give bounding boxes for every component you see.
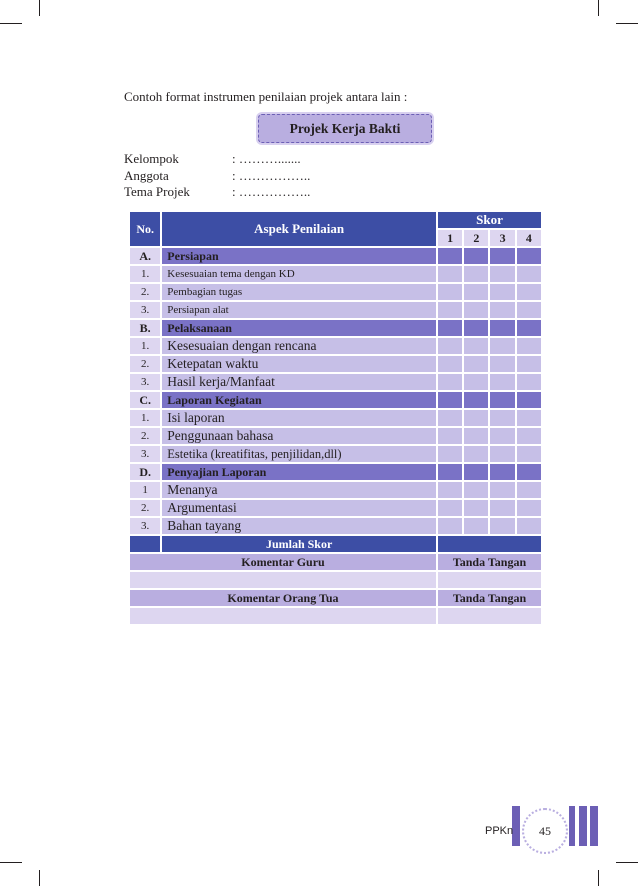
section-label: Laporan Kegiatan	[162, 392, 436, 408]
score-cell[interactable]	[464, 410, 488, 426]
item-row	[130, 338, 541, 354]
score-cell[interactable]	[438, 428, 462, 444]
assessment-table	[128, 210, 543, 626]
score-cell[interactable]	[517, 302, 541, 318]
meta-key: Anggota	[124, 167, 169, 183]
item-label: Bahan tayang	[162, 518, 436, 534]
item-no: 1.	[130, 410, 160, 426]
item-row	[130, 374, 541, 390]
score-cell[interactable]	[438, 446, 462, 462]
item-no: 1.	[130, 266, 160, 282]
tanda-tangan-label: Tanda Tangan	[438, 554, 541, 570]
jumlah-label: Jumlah Skor	[162, 536, 436, 552]
item-row	[130, 482, 541, 498]
score-cell[interactable]	[438, 410, 462, 426]
score-cell	[438, 392, 462, 408]
score-cell[interactable]	[490, 482, 514, 498]
meta-key: Tema Projek	[124, 184, 190, 199]
item-label: Kesesuaian dengan rencana	[162, 338, 436, 354]
meta-value: : ……………..	[232, 184, 311, 199]
item-no: 2.	[130, 428, 160, 444]
meta-key: Kelompok	[124, 151, 179, 166]
header-aspek: Aspek Penilaian	[162, 212, 436, 246]
section-label: Persiapan	[162, 248, 436, 264]
footer-bar	[590, 806, 598, 846]
section-row	[130, 248, 541, 264]
jumlah-value[interactable]	[438, 536, 541, 552]
score-cell[interactable]	[517, 410, 541, 426]
komentar-ortu-label: Komentar Orang Tua	[130, 590, 436, 606]
komentar-ortu-body	[130, 608, 541, 624]
score-cell	[464, 464, 488, 480]
score-cell[interactable]	[490, 518, 514, 534]
score-cell[interactable]	[438, 500, 462, 516]
item-no: 3.	[130, 446, 160, 462]
section-row	[130, 464, 541, 480]
item-no: 3.	[130, 518, 160, 534]
score-cell	[464, 248, 488, 264]
section-label: Pelaksanaan	[162, 320, 436, 336]
tanda-tangan-guru-field[interactable]	[438, 572, 541, 588]
tanda-tangan-ortu-field[interactable]	[438, 608, 541, 624]
score-cell	[490, 248, 514, 264]
score-cell	[490, 392, 514, 408]
page-number: 45	[522, 808, 568, 854]
komentar-guru-field[interactable]	[130, 572, 436, 588]
score-cell[interactable]	[438, 266, 462, 282]
form-title: Projek Kerja Bakti	[258, 114, 432, 143]
komentar-guru-header	[130, 554, 541, 570]
score-cell	[517, 248, 541, 264]
score-cell	[517, 320, 541, 336]
section-no: B.	[130, 320, 160, 336]
item-no: 2.	[130, 500, 160, 516]
jumlah-row	[130, 536, 541, 552]
item-row	[130, 518, 541, 534]
score-cell[interactable]	[464, 428, 488, 444]
meta-row-anggota	[124, 168, 310, 185]
score-cell	[490, 464, 514, 480]
crop-mark	[598, 870, 599, 886]
score-cell[interactable]	[490, 374, 514, 390]
score-cell[interactable]	[517, 482, 541, 498]
footer-subject: PPKn	[485, 825, 514, 837]
score-cell[interactable]	[490, 338, 514, 354]
item-label: Hasil kerja/Manfaat	[162, 374, 436, 390]
score-cell[interactable]	[517, 518, 541, 534]
section-row	[130, 392, 541, 408]
score-cell	[517, 464, 541, 480]
crop-mark	[0, 862, 22, 863]
section-no: A.	[130, 248, 160, 264]
meta-value: : ……….......	[232, 151, 301, 166]
item-no: 2.	[130, 284, 160, 300]
komentar-guru-body	[130, 572, 541, 588]
score-cell[interactable]	[490, 410, 514, 426]
score-cell	[438, 248, 462, 264]
score-cell[interactable]	[517, 284, 541, 300]
item-no: 3.	[130, 374, 160, 390]
score-cell[interactable]	[438, 356, 462, 372]
score-cell[interactable]	[464, 302, 488, 318]
score-cell[interactable]	[464, 284, 488, 300]
score-cell[interactable]	[517, 500, 541, 516]
score-cell	[517, 392, 541, 408]
score-cell[interactable]	[490, 302, 514, 318]
item-label: Argumentasi	[162, 500, 436, 516]
score-cell[interactable]	[490, 266, 514, 282]
item-label: Isi laporan	[162, 410, 436, 426]
score-cell[interactable]	[517, 356, 541, 372]
item-row	[130, 428, 541, 444]
score-cell[interactable]	[464, 338, 488, 354]
item-label: Penggunaan bahasa	[162, 428, 436, 444]
score-cell[interactable]	[517, 266, 541, 282]
komentar-ortu-header	[130, 590, 541, 606]
item-label: Estetika (kreatifitas, penjilidan,dll)	[162, 446, 436, 462]
item-row	[130, 356, 541, 372]
score-cell[interactable]	[438, 374, 462, 390]
score-cell[interactable]	[438, 518, 462, 534]
score-cell[interactable]	[464, 446, 488, 462]
item-row	[130, 500, 541, 516]
item-label: Menanya	[162, 482, 436, 498]
item-row	[130, 266, 541, 282]
score-cell[interactable]	[490, 500, 514, 516]
komentar-guru-label: Komentar Guru	[130, 554, 436, 570]
score-cell[interactable]	[517, 338, 541, 354]
score-cell[interactable]	[438, 284, 462, 300]
crop-mark	[598, 0, 599, 16]
item-label: Kesesuaian tema dengan KD	[162, 266, 436, 282]
score-cell[interactable]	[517, 374, 541, 390]
meta-row-kelompok	[124, 151, 310, 168]
intro-text: Contoh format instrumen penilaian projek antara lain :	[124, 89, 408, 104]
crop-mark	[39, 0, 40, 16]
skor-level-1: 1	[438, 230, 462, 246]
footer-bar	[569, 806, 575, 846]
score-cell[interactable]	[490, 446, 514, 462]
score-cell[interactable]	[438, 338, 462, 354]
section-label: Penyajian Laporan	[162, 464, 436, 480]
header-skor: Skor	[438, 212, 541, 228]
skor-level-3: 3	[490, 230, 514, 246]
score-cell[interactable]	[464, 374, 488, 390]
item-label: Pembagian tugas	[162, 284, 436, 300]
item-row	[130, 284, 541, 300]
score-cell[interactable]	[438, 482, 462, 498]
score-cell[interactable]	[517, 446, 541, 462]
tanda-tangan-label: Tanda Tangan	[438, 590, 541, 606]
header-no: No.	[130, 212, 160, 246]
item-label: Persiapan alat	[162, 302, 436, 318]
score-cell[interactable]	[490, 284, 514, 300]
score-cell	[490, 320, 514, 336]
skor-level-2: 2	[464, 230, 488, 246]
score-cell[interactable]	[464, 482, 488, 498]
score-cell[interactable]	[464, 518, 488, 534]
section-row	[130, 320, 541, 336]
score-cell	[438, 320, 462, 336]
section-no: C.	[130, 392, 160, 408]
crop-mark	[616, 862, 638, 863]
score-cell[interactable]	[464, 266, 488, 282]
item-row	[130, 302, 541, 318]
item-no: 1.	[130, 338, 160, 354]
score-cell[interactable]	[464, 356, 488, 372]
score-cell[interactable]	[517, 428, 541, 444]
meta-fields	[124, 151, 310, 201]
meta-row-tema-projek	[124, 184, 310, 201]
score-cell[interactable]	[438, 302, 462, 318]
item-label: Ketepatan waktu	[162, 356, 436, 372]
score-cell[interactable]	[490, 356, 514, 372]
crop-mark	[616, 23, 638, 24]
crop-mark	[0, 23, 22, 24]
score-cell	[438, 464, 462, 480]
footer-bar-left	[512, 806, 520, 846]
footer-bar	[579, 806, 587, 846]
section-no: D.	[130, 464, 160, 480]
crop-mark	[39, 870, 40, 886]
meta-value: : ……………..	[232, 167, 311, 183]
score-cell	[464, 392, 488, 408]
jumlah-no-cell	[130, 536, 160, 552]
score-cell[interactable]	[490, 428, 514, 444]
item-no: 3.	[130, 302, 160, 318]
komentar-ortu-field[interactable]	[130, 608, 436, 624]
item-no: 1	[130, 482, 160, 498]
item-row	[130, 446, 541, 462]
item-no: 2.	[130, 356, 160, 372]
skor-level-4: 4	[517, 230, 541, 246]
score-cell	[464, 320, 488, 336]
item-row	[130, 410, 541, 426]
score-cell[interactable]	[464, 500, 488, 516]
